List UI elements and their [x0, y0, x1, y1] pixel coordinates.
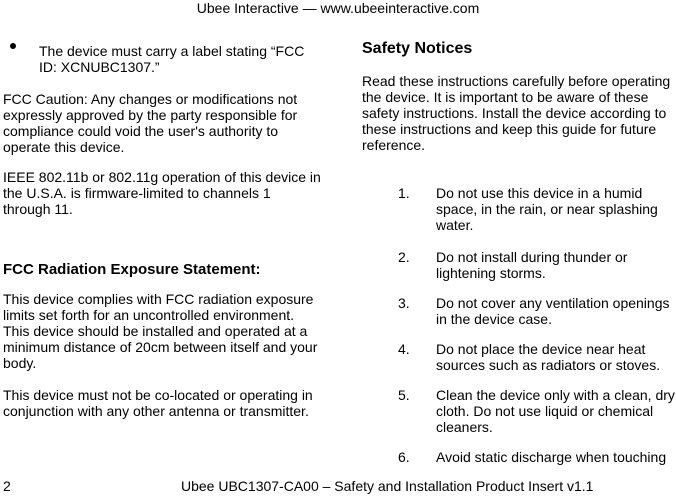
list-item-number: 5. — [398, 387, 410, 403]
list-item-number: 1. — [398, 185, 410, 201]
list-item-number: 4. — [398, 341, 410, 357]
list-item-number: 3. — [398, 295, 410, 311]
page-number: 2 — [3, 478, 11, 494]
ieee-paragraph: IEEE 802.11b or 802.11g operation of this device in the U.S.A. is firmware-limited to channels 1 through 11. — [3, 169, 321, 217]
list-item: Do not install during thunder or lightening storms. — [436, 249, 628, 281]
radiation-paragraph-2: This device must not be co-located or operating in conjunction with any other antenna or transmitter. — [3, 387, 313, 419]
list-item-number: 2. — [398, 249, 410, 265]
fcc-caution-paragraph: FCC Caution: Any changes or modifications not expressly approved by the party responsible for compliance could void the user's authority to operate this device. — [3, 91, 298, 155]
list-item: Do not use this device in a humid space, in the rain, or near splashing water. — [436, 185, 658, 233]
safety-heading: Safety Notices — [362, 40, 473, 57]
fcc-label-bullet: The device must carry a label stating “FCC ID: XCNUBC1307.” — [39, 43, 305, 75]
list-item: Do not place the device near heat sources such as radiators or stoves. — [436, 341, 661, 373]
radiation-paragraph-1: This device complies with FCC radiation exposure limits set forth for an uncontrolled environment. This device should be installed and operated at a minimum distance of 20cm between itself and your body. — [3, 291, 318, 371]
footer-title: Ubee UBC1307-CA00 – Safety and Installation Product Insert v1.1 — [181, 478, 594, 494]
list-item-number: 6. — [398, 449, 410, 465]
list-item: Avoid static discharge when touching — [436, 449, 667, 465]
safety-intro: Read these instructions carefully before operating the device. It is important to be aware of these safety instructions. Install the device according to these instructions and keep this guide for future reference. — [362, 73, 671, 153]
radiation-heading: FCC Radiation Exposure Statement: — [3, 261, 261, 278]
bullet-icon — [10, 43, 16, 49]
list-item: Clean the device only with a clean, dry cloth. Do not use liquid or chemical cleaners. — [436, 387, 675, 435]
left-column — [3, 0, 321, 478]
list-item: Do not cover any ventilation openings in the device case. — [436, 295, 670, 327]
page-header: Ubee Interactive — www.ubeeinteractive.com — [196, 0, 480, 16]
